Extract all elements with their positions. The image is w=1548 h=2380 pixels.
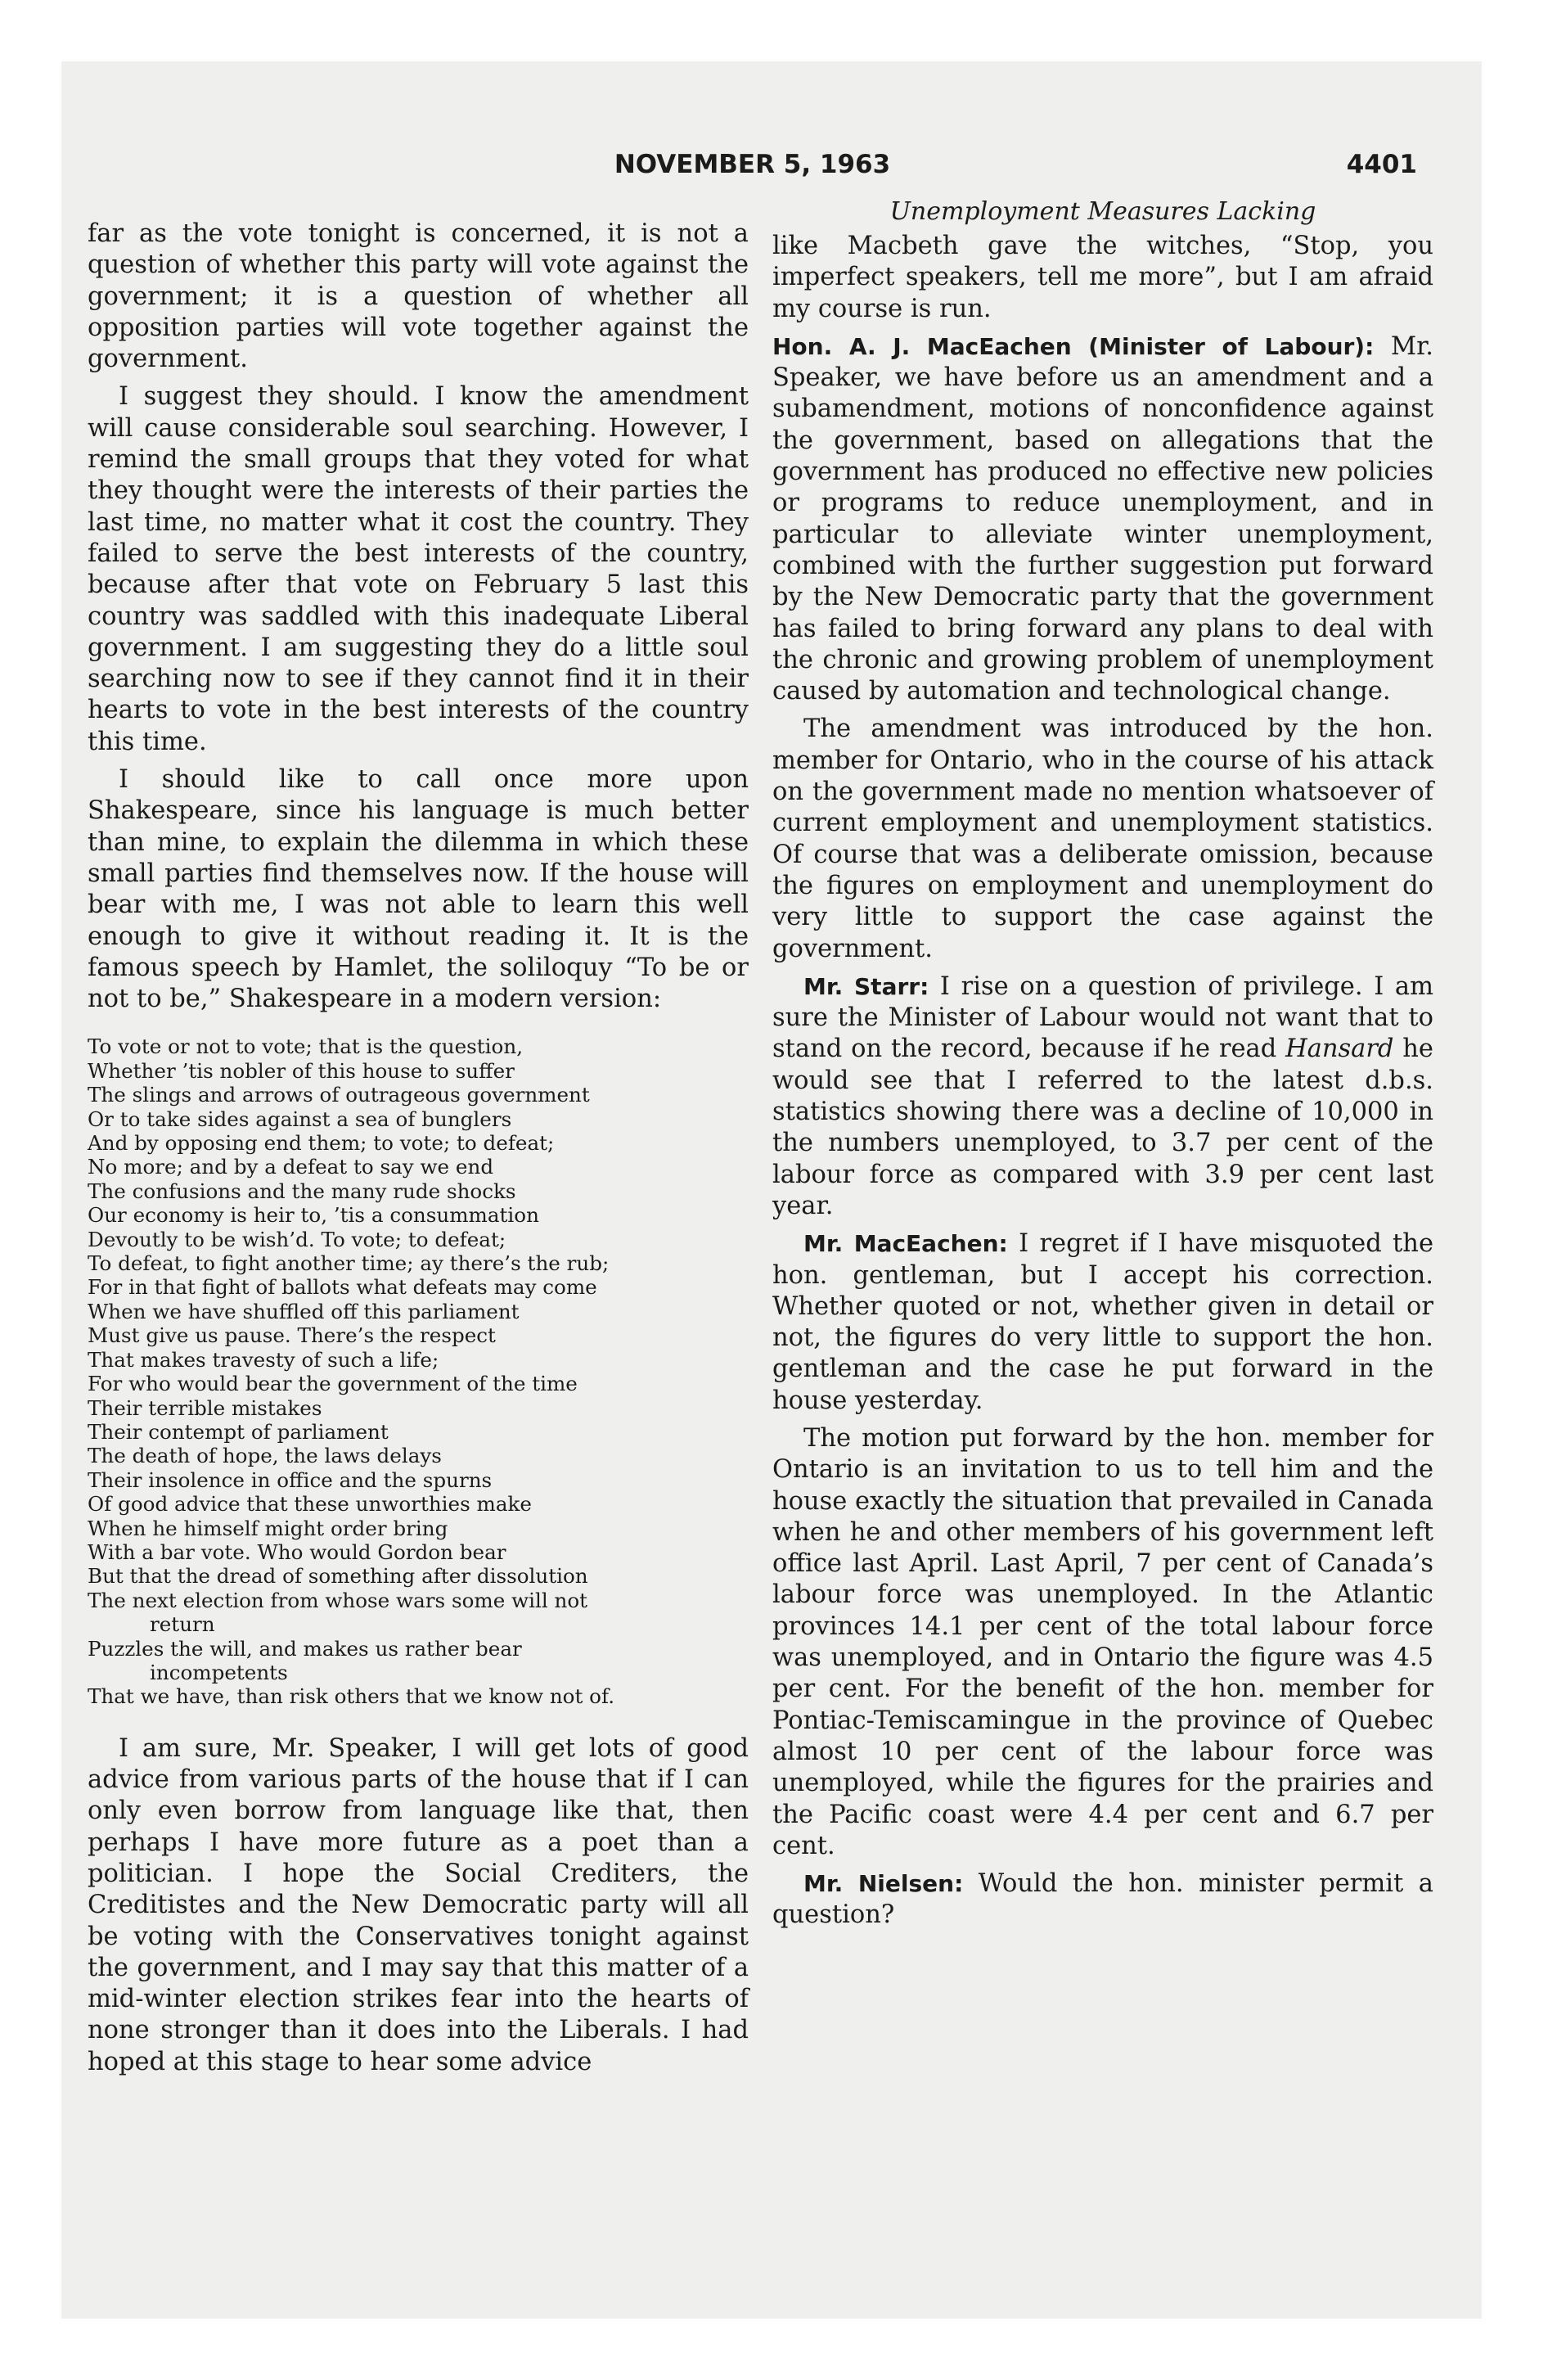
verse-line: When we have shuffled off this parliament [88, 1299, 520, 1323]
right-paragraph-2: The amendment was introduced by the hon. member for Ontario, who in the course of his attack on the government made no mention whatsoever of current employment and unemployment statistics. Of course that was a deliberate omission, because the figures on employment and unemployment do very little to support the case against the government. [772, 714, 1433, 963]
verse-line: Their insolence in office and the spurns [88, 1467, 493, 1492]
verse-line: The slings and arrows of outrageous government [88, 1083, 590, 1107]
speaker-name: Mr. Starr: [803, 972, 929, 1000]
speech-macEachen-2 [772, 1228, 1433, 1417]
verse-line: The confusions and the many rude shocks [88, 1179, 516, 1203]
verse-line: Their terrible mistakes [88, 1395, 322, 1420]
verse-line: Whether ’tis nobler of this house to suffer [88, 1058, 515, 1083]
verse-line: For who would bear the government of the time [88, 1372, 578, 1396]
speech-starr [772, 971, 1433, 1222]
header-date: NOVEMBER 5, 1963 [614, 150, 891, 179]
verse-line: That we have, than risk others that we know not of. [88, 1684, 615, 1709]
speech-text: Would the hon. minister permit a question? [772, 1869, 1433, 1930]
left-paragraph-1: far as the vote tonight is concerned, it is not a question of whether this party will vote against the government; it is a question of whether all opposition parties will vote together against the government. [88, 219, 749, 374]
verse-line: To vote or not to vote; that is the question, [88, 1034, 524, 1059]
speech-macEachen-1 [772, 331, 1433, 708]
verse-line: Must give us pause. There’s the respect [88, 1323, 496, 1348]
speech-nielsen [772, 1868, 1433, 1931]
hansard-reference: Hansard [1285, 1034, 1394, 1064]
verse-line: The death of hope, the laws delays [88, 1444, 442, 1468]
verse-line: Or to take sides against a sea of bunglers [88, 1107, 512, 1131]
verse-line: Their contempt of parliament [88, 1419, 389, 1444]
speaker-name: Hon. A. J. MacEachen (Minister of Labour): [772, 332, 1375, 360]
running-subheading: Unemployment Measures Lacking [889, 197, 1316, 226]
verse-line: incompetents [150, 1660, 288, 1684]
right-paragraph-1: like Macbeth gave the witches, “Stop, you imperfect speakers, tell me more”, but I am afraid my course is run. [772, 232, 1433, 323]
right-column [772, 196, 1433, 1938]
left-paragraph-4: I am sure, Mr. Speaker, I will get lots of good advice from various parts of the house that if I can only even borrow from language like that, then perhaps I have more future as a poet than a politician. I hope the Social Crediters, the Creditistes and the New Democratic party will all be voting with the Conservatives tonight against the government, and I may say that this matter of a mid-winter election strikes fear into the hearts of none stronger than it does into the Liberals. I had hoped at this stage to hear some advice [88, 1733, 749, 2076]
speech-text: he would see that I referred to the latest d.b.s. statistics showing there was a decline of 10,000 in the numbers unemployed, to 3.7 per cent of the labour force as compared with 3.9 per cent last year. [772, 1034, 1433, 1220]
speech-text: I rise on a question of privilege. I am sure the Minister of Labour would not want that to stand on the record, because if he read [772, 971, 1433, 1064]
verse-line: With a bar vote. Who would Gordon bear [88, 1539, 506, 1564]
verse-line: Of good advice that these unworthies make [88, 1492, 532, 1517]
verse-line: And by opposing end them; to vote; to defeat; [88, 1131, 555, 1156]
verse-line: Our economy is heir to, ’tis a consummation [88, 1203, 539, 1228]
speech-text: Mr. Speaker, we have before us an amendment and a subamendment, motions of nonconfidence against the government, based on allegations that the government has produced no effective new policies or programs to reduce unemployment, and in particular to alleviate winter unemployment, combined with the further suggestion put forward by the New Democratic party that the government has failed to bring forward any plans to deal with the chronic and growing problem of unemployment caused by automation and technological change. [772, 331, 1434, 706]
page-number: 4401 [1346, 150, 1417, 179]
speech-text: I regret if I have misquoted the hon. gentleman, but I accept his correction. Whether quoted or not, whether given in detail or not, the figures do very little to support the hon. gentleman and the case he put forward in the house yesterday. [772, 1229, 1433, 1415]
verse-line: When he himself might order bring [88, 1516, 448, 1540]
left-paragraph-2: I suggest they should. I know the amendment will cause considerable soul searching. However, I remind the small groups that they voted for what they thought were the interests of their parties the last time, no matter what it cost the country. They failed to serve the best interests of the country, because after that vote on February 5 last this country was saddled with this inadequate Liberal government. I am suggesting they do a little soul searching now to see if they cannot find it in their hearts to vote in the best interests of the country this time. [88, 382, 749, 756]
verse-line: Puzzles the will, and makes us rather bear [88, 1636, 522, 1661]
left-column [88, 196, 749, 2085]
left-paragraph-3: I should like to call once more upon Shakespeare, since his language is much better than mine, to explain the dilemma in which these small parties find themselves now. If the house will bear with me, I was not able to learn this well enough to give it without reading it. It is the famous speech by Hamlet, the soliloquy “To be or not to be,” Shakespeare in a modern version: [88, 765, 749, 1014]
verse-line: That makes travesty of such a life; [88, 1347, 439, 1372]
verse-line: Devoutly to be wish’d. To vote; to defeat; [88, 1227, 506, 1251]
page-header [88, 150, 1417, 183]
verse-block [88, 1034, 749, 1708]
verse-line: The next election from whose wars some will not [88, 1588, 588, 1612]
verse-line: But that the dread of something after dissolution [88, 1564, 588, 1589]
verse-line: To defeat, to fight another time; ay there’s the rub; [88, 1251, 610, 1276]
verse-line: For in that fight of ballots what defeats may come [88, 1275, 597, 1300]
verse-line: No more; and by a defeat to say we end [88, 1155, 494, 1179]
speaker-name: Mr. MacEachen: [803, 1230, 1008, 1258]
speaker-name: Mr. Nielsen: [803, 1870, 964, 1898]
right-paragraph-3: The motion put forward by the hon. member for Ontario is an invitation to us to tell him and the house exactly the situation that prevailed in Canada when he and other members of his government left office last April. Last April, 7 per cent of Canada’s labour force was unemployed. In the Atlantic provinces 14.1 per cent of the total labour force was unemployed, and in Ontario the figure was 4.5 per cent. For the benefit of the hon. member for Pontiac-Temiscamingue in the province of Quebec almost 10 per cent of the labour force was unemployed, while the figures for the prairies and the Pacific coast were 4.4 per cent and 6.7 per cent. [772, 1423, 1433, 1860]
verse-line: return [150, 1612, 215, 1637]
